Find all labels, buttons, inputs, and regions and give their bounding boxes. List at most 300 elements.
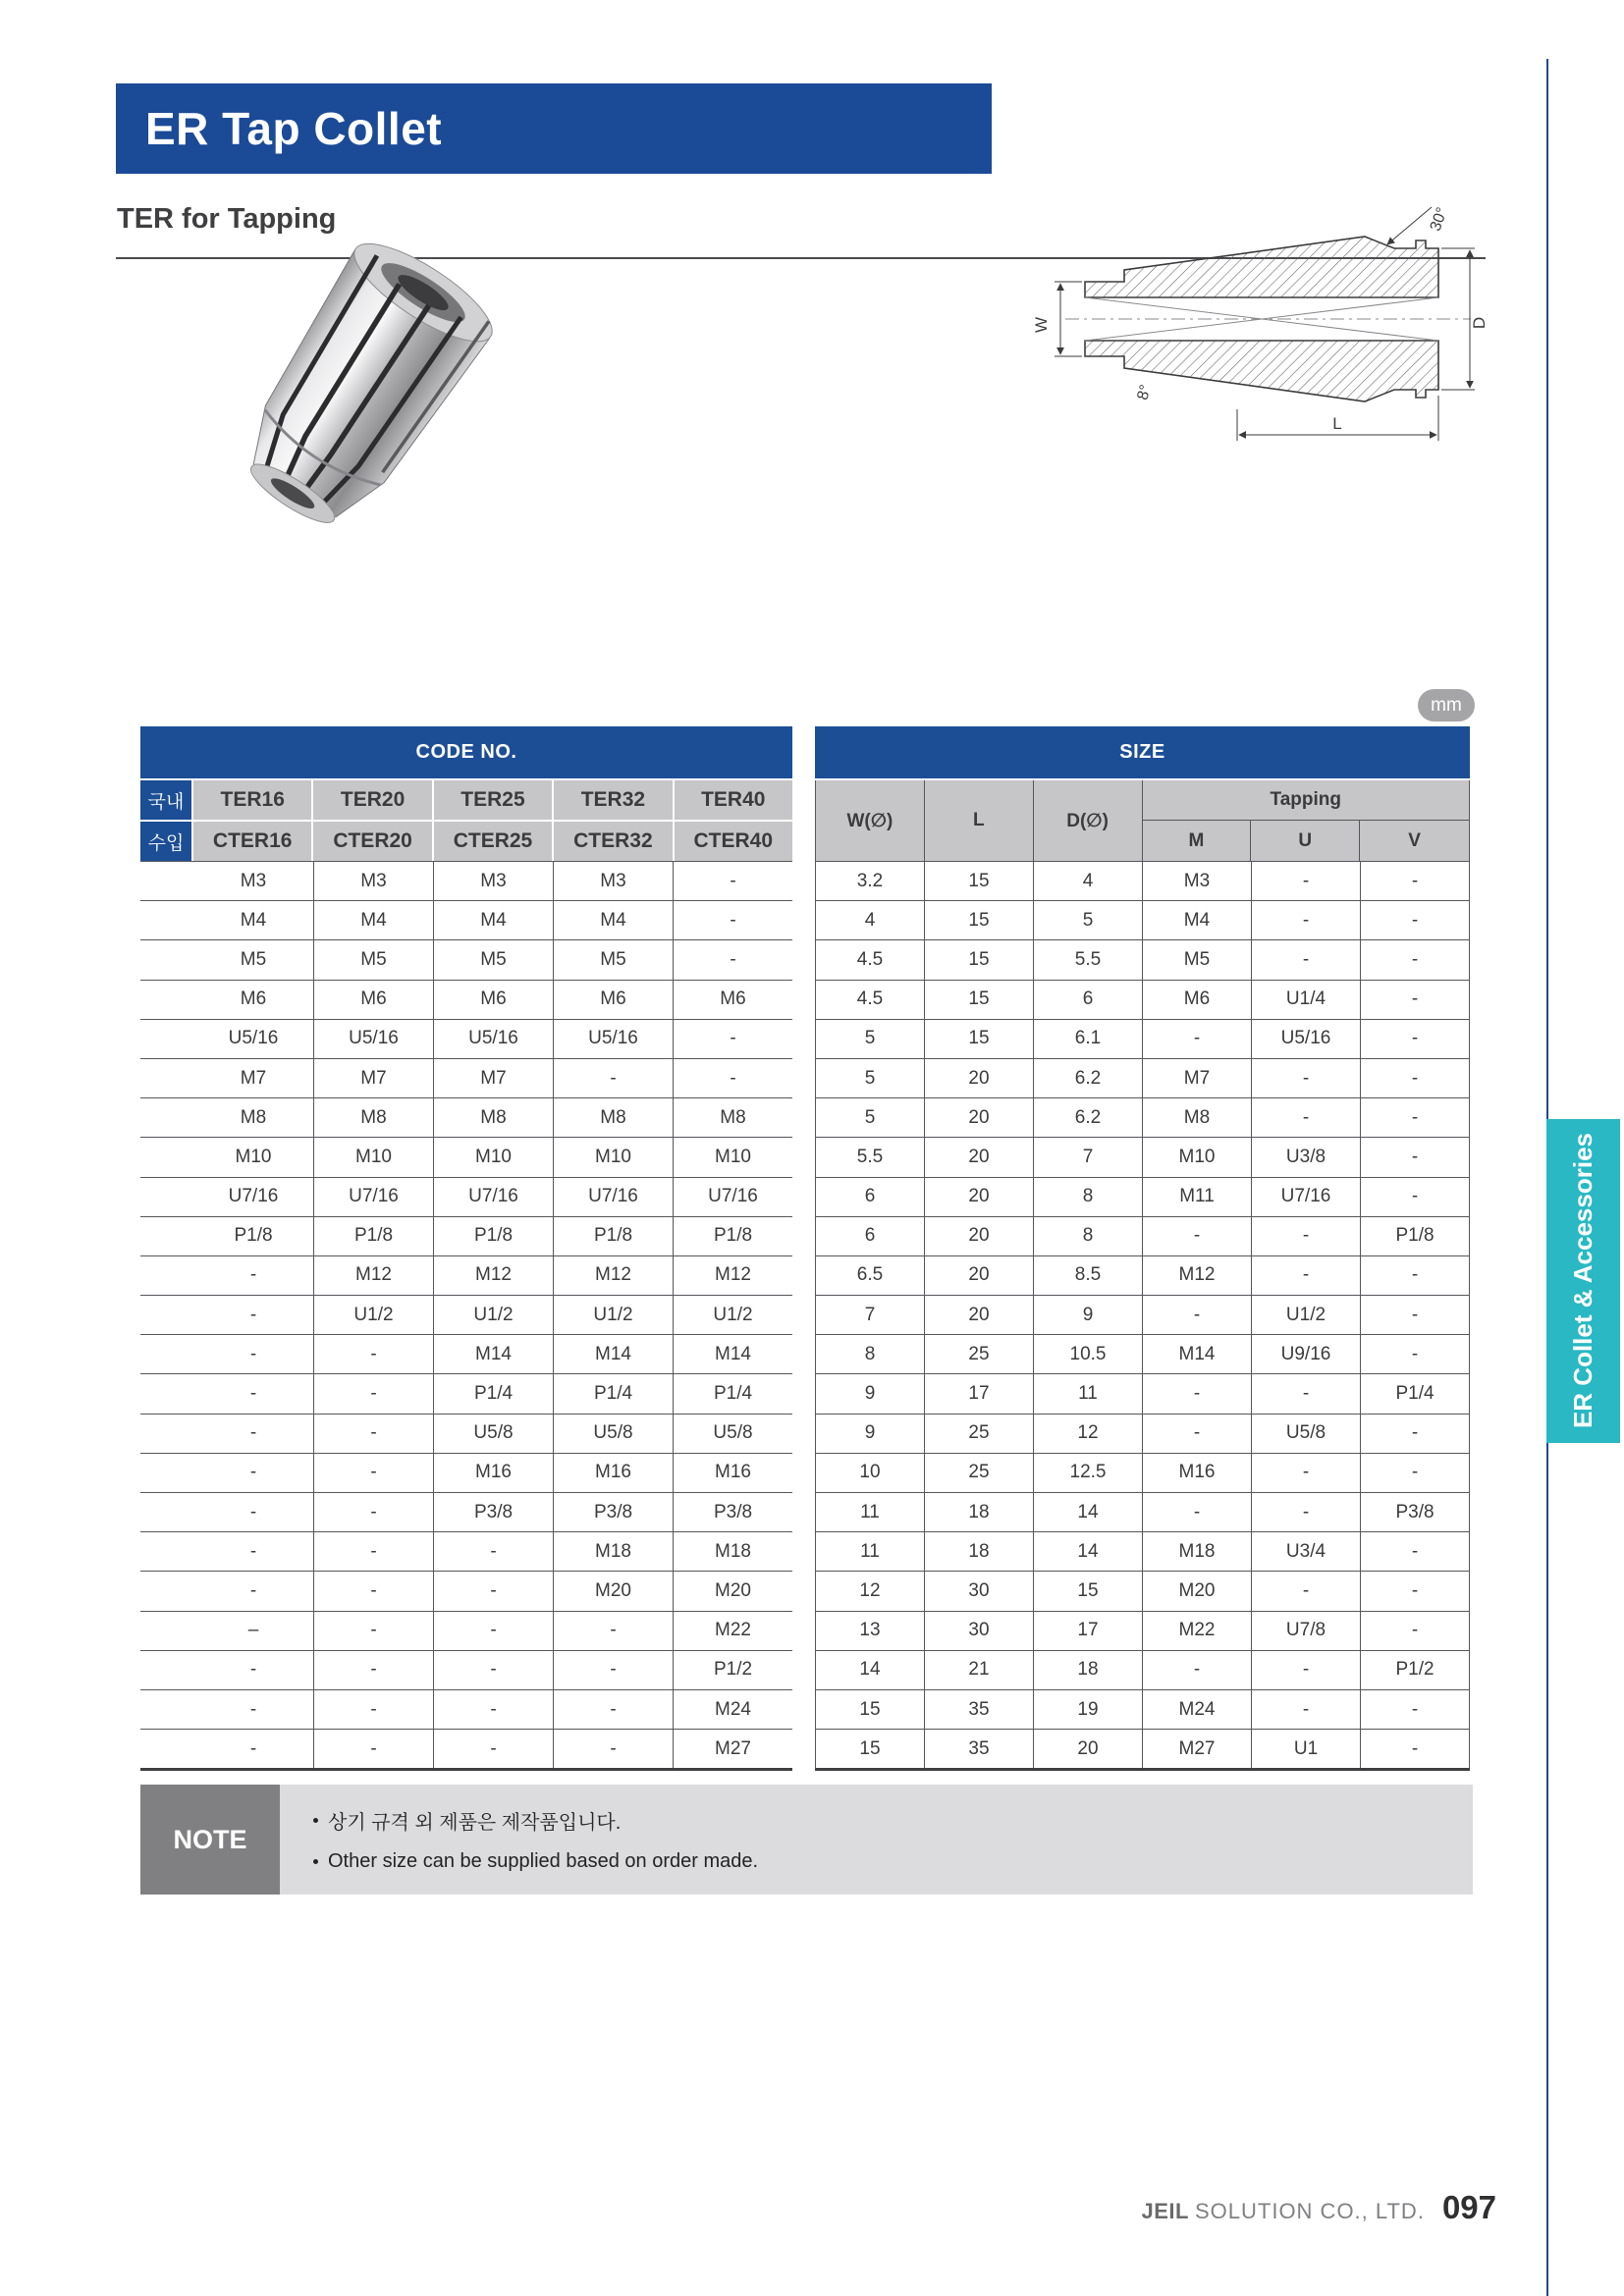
- table-cell: U5/16: [553, 1020, 673, 1058]
- table-cell: 9: [1034, 1296, 1143, 1334]
- table-cell: M6: [553, 981, 673, 1019]
- table-cell: 12.5: [1034, 1454, 1143, 1492]
- table-cell: M8: [553, 1098, 673, 1137]
- table-cell: M7: [1143, 1059, 1252, 1097]
- table-cell: 5: [816, 1098, 925, 1137]
- table-cell: M5: [433, 940, 553, 979]
- table-cell: 6: [816, 1217, 925, 1255]
- table-cell: P1/2: [673, 1651, 792, 1689]
- table-cell: U3/8: [1252, 1138, 1361, 1176]
- table-cell: -: [1361, 901, 1470, 939]
- table-row: [816, 1414, 1470, 1453]
- note-label: NOTE: [140, 1785, 280, 1895]
- table-row: [140, 1373, 792, 1413]
- table-cell: P1/8: [1361, 1217, 1470, 1255]
- table-row: [140, 1334, 792, 1373]
- table-cell: -: [1252, 862, 1361, 900]
- table-cell: M6: [313, 981, 433, 1019]
- table-cell: P1/8: [673, 1217, 792, 1255]
- table-cell: 15: [925, 1020, 1034, 1058]
- table-cell: M6: [240, 988, 267, 1010]
- table-cell: M20: [673, 1572, 792, 1610]
- table-cell: -: [673, 1020, 792, 1058]
- table-cell: M20: [553, 1572, 673, 1610]
- table-cell: -: [1252, 1059, 1361, 1097]
- table-cell: M8: [313, 1098, 433, 1137]
- table-cell: M10: [673, 1138, 792, 1176]
- table-row: [816, 1689, 1470, 1729]
- table-cell: P1/8: [313, 1217, 433, 1255]
- table-cell: M10: [553, 1138, 673, 1176]
- table-cell: U9/16: [1252, 1335, 1361, 1373]
- table-cell: U1/2: [553, 1296, 673, 1334]
- table-cell: M3: [553, 862, 673, 900]
- table-row: [140, 1729, 792, 1768]
- table-cell: M5: [240, 948, 267, 970]
- table-cell: M27: [673, 1730, 792, 1768]
- table-cell: M12: [433, 1256, 553, 1295]
- table-cell: M4: [553, 901, 673, 939]
- table-row: [816, 1097, 1470, 1137]
- table-cell: –: [247, 1620, 259, 1641]
- table-cell: 11: [816, 1532, 925, 1571]
- table-cell: M8: [433, 1098, 553, 1137]
- table-cell: P1/8: [553, 1217, 673, 1255]
- table-cell: -: [1361, 1256, 1470, 1295]
- table-cell: -: [1143, 1493, 1252, 1531]
- table-cell: -: [1252, 1651, 1361, 1689]
- table-row: [816, 1058, 1470, 1097]
- table-cell: 15: [925, 901, 1034, 939]
- table-cell: U7/16: [1252, 1178, 1361, 1216]
- table-cell: M18: [673, 1532, 792, 1571]
- table-cell: 10.5: [1034, 1335, 1143, 1373]
- table-row: [816, 939, 1470, 979]
- table-row: [816, 980, 1470, 1019]
- table-cell: -: [1361, 1020, 1470, 1058]
- dim-label-angle-bottom: 8°: [1134, 383, 1155, 402]
- row-header-domestic: 국내: [140, 780, 191, 820]
- table-cell: -: [433, 1651, 553, 1689]
- size-table-body: [815, 861, 1470, 1771]
- table-cell: M12: [313, 1256, 433, 1295]
- table-cell: 4: [1034, 862, 1143, 900]
- table-cell: 35: [925, 1730, 1034, 1768]
- code-table-header-domestic: [140, 780, 792, 820]
- table-cell: -: [673, 901, 792, 939]
- table-cell: U7/16: [228, 1186, 279, 1207]
- table-cell: -: [1361, 1612, 1470, 1650]
- table-cell: M5: [313, 940, 433, 979]
- table-cell: -: [1361, 1415, 1470, 1453]
- table-cell: -: [1361, 1532, 1470, 1571]
- page-title: ER Tap Collet: [145, 103, 443, 154]
- table-row: [816, 1571, 1470, 1610]
- collet-body-group: [218, 228, 505, 550]
- table-cell: 8.5: [1034, 1256, 1143, 1295]
- table-cell: -: [1361, 1730, 1470, 1768]
- page-subtitle: TER for Tapping: [117, 203, 337, 235]
- table-cell: -: [313, 1454, 433, 1492]
- table-cell: U7/16: [433, 1178, 553, 1216]
- column-header: CTER20: [313, 822, 431, 861]
- table-cell: -: [1361, 862, 1470, 900]
- table-cell: 25: [925, 1454, 1034, 1492]
- table-cell: U7/16: [673, 1178, 792, 1216]
- table-cell: -: [249, 1501, 257, 1522]
- table-cell: M4: [313, 901, 433, 939]
- table-cell: M12: [673, 1256, 792, 1295]
- table-cell: -: [313, 1612, 433, 1650]
- table-cell: 4.5: [816, 940, 925, 979]
- table-cell: 11: [816, 1493, 925, 1531]
- table-cell: 18: [1034, 1651, 1143, 1689]
- table-row: [816, 1019, 1470, 1058]
- table-cell: -: [433, 1572, 553, 1610]
- table-cell: -: [249, 1540, 257, 1562]
- table-row: [140, 1650, 792, 1689]
- table-cell: 18: [925, 1493, 1034, 1531]
- table-cell: -: [553, 1612, 673, 1650]
- note-text-english: Other size can be supplied based on order made.: [328, 1850, 759, 1872]
- table-cell: 30: [925, 1572, 1034, 1610]
- table-cell: -: [1252, 940, 1361, 979]
- table-cell: M24: [673, 1690, 792, 1729]
- table-cell: -: [313, 1532, 433, 1571]
- table-cell: -: [1252, 1098, 1361, 1137]
- table-cell: -: [433, 1730, 553, 1768]
- table-cell: -: [313, 1493, 433, 1531]
- table-row: [816, 1650, 1470, 1689]
- table-cell: P1/4: [433, 1374, 553, 1413]
- table-cell: M11: [1143, 1178, 1252, 1216]
- table-cell: -: [1361, 940, 1470, 979]
- table-cell: U1/2: [1252, 1296, 1361, 1334]
- table-cell: -: [249, 1422, 257, 1444]
- table-cell: 15: [1034, 1572, 1143, 1610]
- table-cell: 21: [925, 1651, 1034, 1689]
- table-cell: 4: [816, 901, 925, 939]
- table-cell: U5/16: [228, 1028, 279, 1049]
- table-cell: 20: [925, 1296, 1034, 1334]
- table-cell: U5/16: [313, 1020, 433, 1058]
- table-cell: P3/8: [1361, 1493, 1470, 1531]
- table-cell: 4.5: [816, 981, 925, 1019]
- unit-badge: mm: [1418, 689, 1475, 721]
- footer-company: SOLUTION CO., LTD.: [1194, 2199, 1425, 2223]
- table-row: [140, 1295, 792, 1334]
- table-cell: 6.5: [816, 1256, 925, 1295]
- dim-label-w: W: [1032, 316, 1051, 334]
- table-cell: 5: [1034, 901, 1143, 939]
- table-cell: -: [1143, 1374, 1252, 1413]
- table-row: [816, 1137, 1470, 1176]
- table-cell: M10: [433, 1138, 553, 1176]
- table-row: [816, 900, 1470, 939]
- table-cell: 6: [816, 1178, 925, 1216]
- table-cell: 19: [1034, 1690, 1143, 1729]
- table-cell: -: [1361, 981, 1470, 1019]
- note-text-korean: 상기 규격 외 제품은 제작품입니다.: [328, 1812, 622, 1834]
- table-cell: -: [249, 1579, 257, 1601]
- table-cell: M8: [673, 1098, 792, 1137]
- size-table-title: SIZE: [815, 726, 1470, 778]
- table-cell: U5/8: [433, 1415, 553, 1453]
- table-cell: -: [673, 1059, 792, 1097]
- table-cell: U5/8: [1252, 1415, 1361, 1453]
- table-cell: -: [1361, 1059, 1470, 1097]
- table-cell: -: [249, 1659, 257, 1681]
- table-cell: P1/4: [1361, 1374, 1470, 1413]
- table-cell: M22: [673, 1612, 792, 1650]
- table-cell: -: [313, 1572, 433, 1610]
- table-row: [140, 900, 792, 939]
- table-cell: M12: [1143, 1256, 1252, 1295]
- code-table-body: [140, 861, 792, 1771]
- table-cell: 20: [925, 1059, 1034, 1097]
- table-row: [140, 939, 792, 979]
- table-cell: 20: [925, 1217, 1034, 1255]
- collet-section-top: [1085, 237, 1438, 297]
- table-cell: 17: [1034, 1612, 1143, 1650]
- table-cell: U7/16: [313, 1178, 433, 1216]
- column-header: CTER16: [193, 822, 311, 861]
- table-row: [140, 861, 792, 900]
- table-row: [140, 1611, 792, 1650]
- table-cell: M5: [1143, 940, 1252, 979]
- table-row: [140, 1453, 792, 1492]
- table-cell: P1/4: [673, 1374, 792, 1413]
- table-cell: M7: [433, 1059, 553, 1097]
- table-cell: 35: [925, 1690, 1034, 1729]
- table-cell: M16: [553, 1454, 673, 1492]
- table-cell: P1/4: [553, 1374, 673, 1413]
- table-cell: U1/4: [1252, 981, 1361, 1019]
- column-header: CTER40: [675, 822, 792, 861]
- dim-label-l: L: [1332, 414, 1342, 433]
- dim-label-d: D: [1470, 316, 1489, 330]
- table-cell: 20: [925, 1098, 1034, 1137]
- column-header-w: W(∅): [816, 780, 925, 861]
- table-cell: 14: [1034, 1532, 1143, 1571]
- table-cell: U7/16: [553, 1178, 673, 1216]
- table-cell: M4: [433, 901, 553, 939]
- table-cell: 9: [816, 1415, 925, 1453]
- code-table-title: CODE NO.: [140, 726, 792, 778]
- table-cell: -: [249, 1304, 257, 1325]
- table-cell: -: [1143, 1296, 1252, 1334]
- table-cell: -: [1361, 1690, 1470, 1729]
- table-cell: M10: [235, 1146, 272, 1167]
- footer-company-bold: JEIL: [1141, 2199, 1189, 2223]
- table-cell: -: [1143, 1217, 1252, 1255]
- column-header-v: V: [1408, 829, 1421, 851]
- table-row: [816, 861, 1470, 900]
- column-header: CTER32: [554, 822, 672, 861]
- title-bar: [116, 83, 992, 174]
- table-row: [140, 1177, 792, 1216]
- column-header-m: M: [1143, 821, 1252, 861]
- table-cell: -: [1252, 1256, 1361, 1295]
- table-cell: 25: [925, 1335, 1034, 1373]
- table-cell: M4: [240, 909, 267, 931]
- code-table-header-imported: [140, 822, 792, 861]
- table-cell: M16: [673, 1454, 792, 1492]
- table-cell: 7: [816, 1296, 925, 1334]
- table-cell: M14: [673, 1335, 792, 1373]
- table-cell: -: [433, 1612, 553, 1650]
- size-table: [815, 726, 1470, 1771]
- table-cell: 9: [816, 1374, 925, 1413]
- table-cell: -: [1252, 1217, 1361, 1255]
- table-cell: -: [1143, 1415, 1252, 1453]
- table-row: [816, 1295, 1470, 1334]
- page-number: 097: [1441, 2189, 1496, 2225]
- table-cell: U1/2: [313, 1296, 433, 1334]
- dim-label-angle-top: 30°: [1427, 205, 1451, 234]
- table-cell: -: [313, 1335, 433, 1373]
- table-cell: -: [673, 862, 792, 900]
- table-cell: M8: [240, 1106, 267, 1128]
- table-row: [816, 1492, 1470, 1531]
- table-cell: M3: [433, 862, 553, 900]
- table-cell: 7: [1034, 1138, 1143, 1176]
- table-cell: 6.2: [1034, 1098, 1143, 1137]
- table-cell: 14: [816, 1651, 925, 1689]
- table-cell: -: [1252, 1572, 1361, 1610]
- table-cell: -: [1143, 1020, 1252, 1058]
- table-cell: 6: [1034, 981, 1143, 1019]
- table-cell: -: [249, 1737, 257, 1759]
- page-footer: [0, 2189, 1496, 2226]
- table-cell: 8: [816, 1335, 925, 1373]
- column-header-tapping: Tapping: [1143, 780, 1470, 821]
- table-cell: M7: [313, 1059, 433, 1097]
- table-cell: 12: [1034, 1415, 1143, 1453]
- table-cell: M10: [1143, 1138, 1252, 1176]
- table-row: [816, 1729, 1470, 1768]
- table-cell: 5.5: [1034, 940, 1143, 979]
- table-cell: P3/8: [553, 1493, 673, 1531]
- table-cell: U5/8: [553, 1415, 673, 1453]
- table-cell: -: [1361, 1572, 1470, 1610]
- table-cell: M20: [1143, 1572, 1252, 1610]
- table-cell: M14: [433, 1335, 553, 1373]
- side-tab-label: ER Collet & Accessories: [1568, 1133, 1597, 1429]
- side-tab-er-collet: [1546, 1119, 1620, 1443]
- table-cell: M3: [240, 870, 267, 891]
- table-cell: 11: [1034, 1374, 1143, 1413]
- table-cell: M6: [673, 981, 792, 1019]
- table-cell: -: [249, 1343, 257, 1364]
- table-cell: 6.2: [1034, 1059, 1143, 1097]
- table-cell: U5/8: [673, 1415, 792, 1453]
- table-cell: 8: [1034, 1217, 1143, 1255]
- table-cell: 5: [816, 1020, 925, 1058]
- table-cell: 8: [1034, 1178, 1143, 1216]
- table-cell: P3/8: [673, 1493, 792, 1531]
- column-header-d: D(∅): [1034, 780, 1143, 861]
- table-cell: 17: [925, 1374, 1034, 1413]
- table-cell: 5.5: [816, 1138, 925, 1176]
- column-header: TER32: [554, 780, 672, 820]
- table-cell: -: [433, 1690, 553, 1729]
- column-header: TER20: [313, 780, 431, 820]
- table-cell: 15: [925, 862, 1034, 900]
- table-row: [140, 1255, 792, 1295]
- table-cell: -: [1361, 1335, 1470, 1373]
- table-cell: -: [1252, 1690, 1361, 1729]
- table-cell: M18: [553, 1532, 673, 1571]
- table-cell: -: [553, 1059, 673, 1097]
- table-cell: -: [673, 940, 792, 979]
- table-cell: P1/8: [234, 1225, 273, 1247]
- table-cell: -: [553, 1730, 673, 1768]
- table-row: [816, 1531, 1470, 1571]
- table-row: [816, 1177, 1470, 1216]
- table-cell: U1: [1252, 1730, 1361, 1768]
- table-cell: -: [553, 1690, 673, 1729]
- bullet-icon: [313, 1859, 318, 1864]
- table-cell: 13: [816, 1612, 925, 1650]
- table-cell: -: [249, 1462, 257, 1483]
- table-cell: 3.2: [816, 862, 925, 900]
- table-cell: M3: [1143, 862, 1252, 900]
- table-row: [816, 1611, 1470, 1650]
- table-cell: 6.1: [1034, 1020, 1143, 1058]
- table-cell: U5/16: [433, 1020, 553, 1058]
- note-item: [313, 1850, 1473, 1873]
- table-cell: M12: [553, 1256, 673, 1295]
- table-row: [140, 1414, 792, 1453]
- column-header: TER25: [434, 780, 552, 820]
- technical-drawing: [1031, 191, 1492, 456]
- table-cell: 15: [925, 981, 1034, 1019]
- table-cell: 15: [816, 1730, 925, 1768]
- table-cell: M5: [553, 940, 673, 979]
- table-cell: 15: [816, 1690, 925, 1729]
- table-cell: M22: [1143, 1612, 1252, 1650]
- table-cell: -: [313, 1730, 433, 1768]
- table-cell: M16: [1143, 1454, 1252, 1492]
- row-header-imported: 수입: [140, 822, 191, 861]
- table-row: [140, 1058, 792, 1097]
- table-cell: M27: [1143, 1730, 1252, 1768]
- table-cell: 20: [925, 1178, 1034, 1216]
- column-header: TER16: [193, 780, 311, 820]
- table-cell: -: [249, 1264, 257, 1286]
- table-row: [816, 1216, 1470, 1255]
- table-row: [140, 1137, 792, 1176]
- table-cell: -: [1361, 1178, 1470, 1216]
- table-row: [140, 1019, 792, 1058]
- table-cell: P1/8: [433, 1217, 553, 1255]
- table-cell: U3/4: [1252, 1532, 1361, 1571]
- table-cell: M18: [1143, 1532, 1252, 1571]
- table-cell: M14: [553, 1335, 673, 1373]
- bullet-icon: [313, 1818, 318, 1823]
- table-cell: -: [1252, 1374, 1361, 1413]
- table-cell: 15: [925, 940, 1034, 979]
- table-cell: -: [249, 1698, 257, 1720]
- table-cell: P1/2: [1361, 1651, 1470, 1689]
- product-photo-collet: [157, 208, 569, 561]
- table-row: [140, 1492, 792, 1531]
- table-row: [140, 1571, 792, 1610]
- table-cell: M6: [433, 981, 553, 1019]
- table-cell: -: [313, 1374, 433, 1413]
- table-row: [140, 1689, 792, 1729]
